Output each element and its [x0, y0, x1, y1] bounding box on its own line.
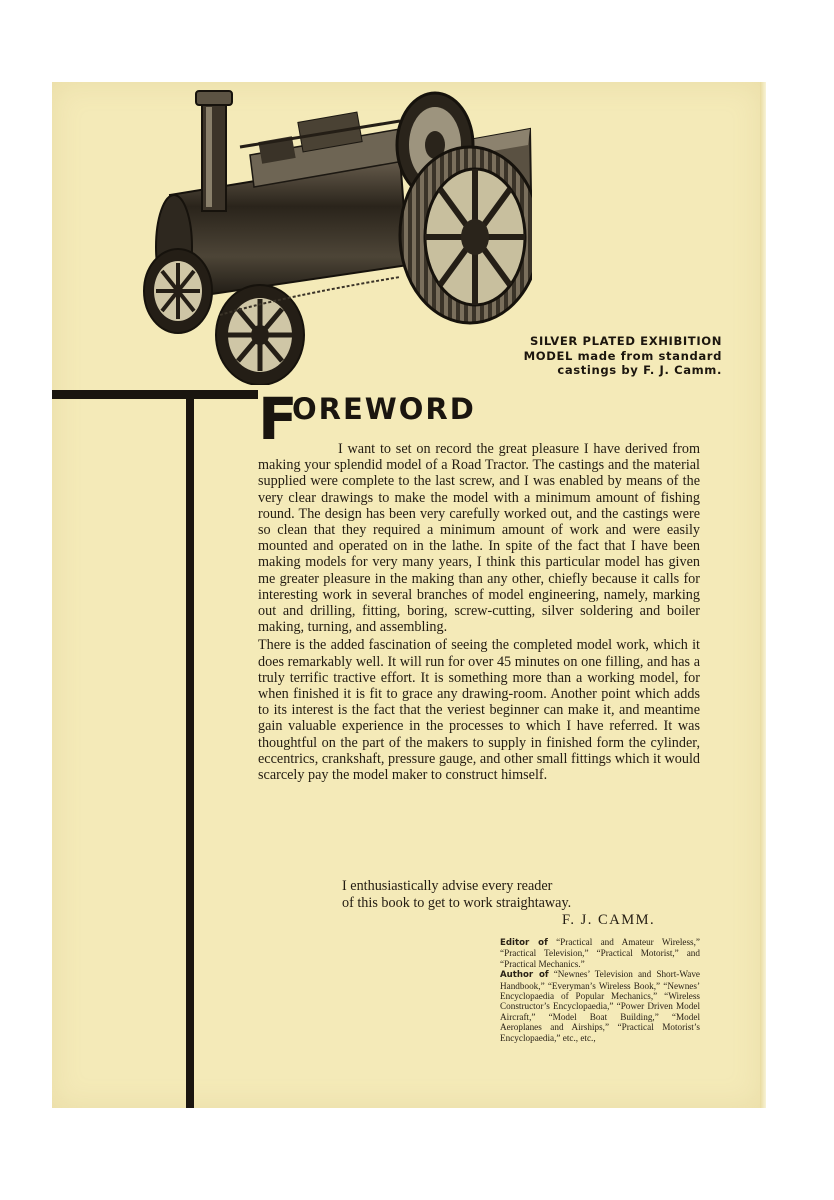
foreword-paragraph-1: I want to set on record the great pleasure I have derived from making your splendid model of a Road Tractor. The castings and the material supplied were complete to the last screw, and I was enabled by means of the very clear drawings to make the model with a minimum amount of fishing round. The design has been very carefully worked out, and the castings were so clean that they required a minimum amount of work and were easily mounted and operated on in the lathe. In spite of the fact that I have been making models for very many years, I think this particular model has given me greater pleasure in the making than any other, chiefly because it calls for interesting work in several branches of model engineering, namely, marking out and drilling, fitting, boring, screw-cutting, silver soldering and boiler making, turning, and assembling. [258, 441, 700, 636]
traction-engine-photo [100, 87, 532, 385]
author-label: Author of [500, 970, 549, 981]
photo-caption [482, 334, 722, 378]
foreword-paragraph-2: There is the added fascination of seeing the completed model work, which it does remarkably well. It will run for over 45 minutes on one filling, and has a truly terrific tractive effort. It is something more than a working model, for when finished it is fit to grace any drawing-room. Another point which adds to its interest is the fact that the veriest beginner can make it, and meantime gain valuable experience in the processes to which I have referred. It was thoughtful on the part of the makers to supply in finished form the cylinder, eccentrics, crankshaft, pressure gauge, and other small fittings which it would scarcely pay the model maker to construct himself. [258, 637, 700, 784]
book-page [52, 82, 762, 1108]
foreword-body [258, 441, 700, 785]
title-initial: F [258, 385, 298, 453]
page-edge [760, 82, 766, 1108]
decorative-t-stem [186, 390, 194, 1108]
closing-line-1: I enthusiastically advise every reader [342, 878, 553, 894]
author-text: “Newnes’ Television and Short-Wave Handbook,” “Everyman’s Wireless Book,” “Newnes’ Encyclopaedia of Popular Mechanics,” “Wireless Constructor’s Encyclopaedia,” “Power Driven Model Aircraft,” “Model Boat Building,” “Model Aeroplanes and Airships,” “Practical Motorist’s Encyclopaedia,” etc., etc., [500, 969, 700, 1043]
closing-sentence [342, 878, 672, 912]
editor-label: Editor of [500, 938, 548, 948]
caption-line-3: castings by F. J. Camm. [557, 363, 722, 377]
author-credits [500, 937, 700, 1043]
page-title: OREWORD [292, 392, 476, 426]
editor-text: “Practical and Amateur Wireless,” “Practical Television,” “Practical Motorist,” and “Practical Mechanics.” [500, 937, 700, 969]
caption-line-1: SILVER PLATED EXHIBITION [530, 334, 722, 348]
caption-line-2: MODEL made from standard [523, 348, 722, 363]
signature: F. J. CAMM. [562, 912, 656, 928]
closing-line-2: of this book to get to work straightaway. [342, 895, 572, 911]
decorative-t-bar [52, 390, 258, 399]
